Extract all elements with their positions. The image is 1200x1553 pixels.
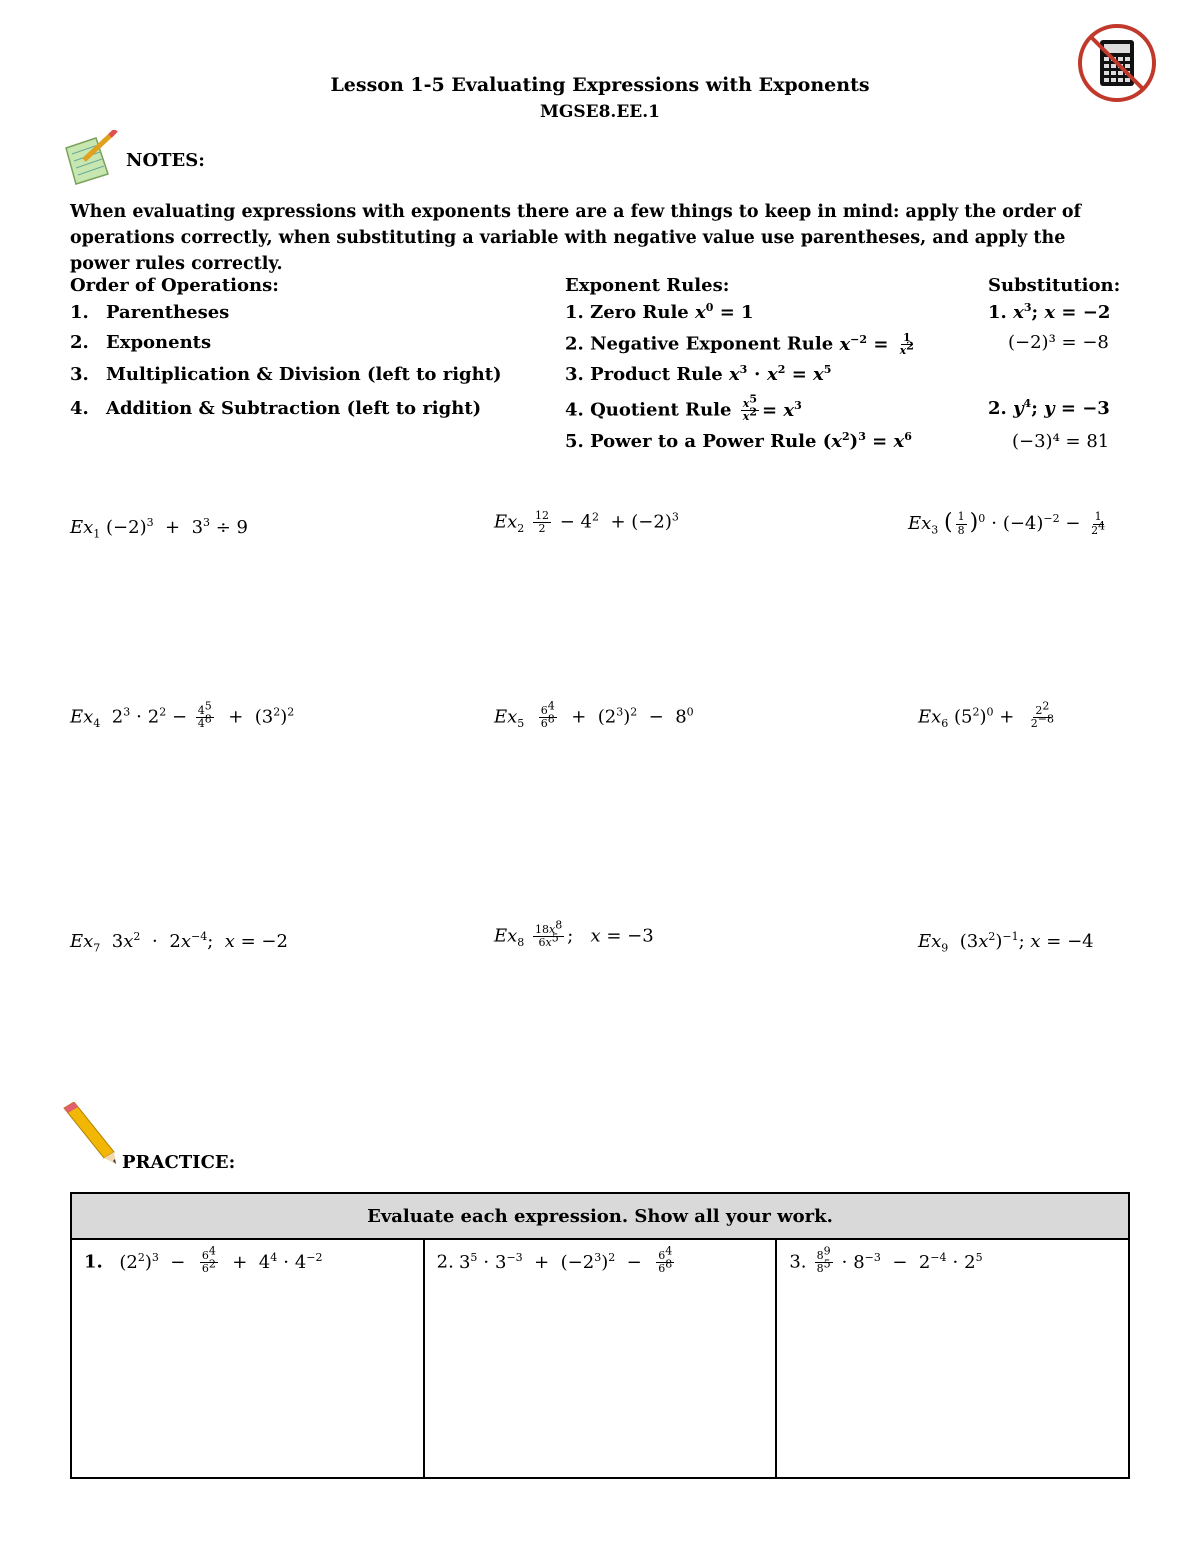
standard-code: MGSE8.EE.1 bbox=[540, 102, 660, 122]
practice-table bbox=[70, 1192, 1130, 1479]
list-item: 4. Addition & Subtraction (left to right) bbox=[70, 398, 482, 419]
example-7: $Ex_7$ $3x^2 \cdot 2x^{-4}$; x = −2 bbox=[70, 930, 288, 955]
practice-label: PRACTICE: bbox=[122, 1152, 236, 1173]
order-of-operations-heading: Order of Operations: bbox=[70, 275, 279, 296]
practice-problem-1[interactable]: 1. $(2^2)^3$ − $\frac{6^4}{6^2}$ + $4^4 \cdot 4^{-2}$ bbox=[71, 1239, 424, 1478]
pencil-icon bbox=[56, 1102, 120, 1166]
practice-instruction: Evaluate each expression. Show all your work. bbox=[71, 1193, 1129, 1239]
list-item: 2. Exponents bbox=[70, 332, 212, 353]
substitution-result-2: (−3)⁴ = 81 bbox=[1012, 431, 1110, 452]
example-5: $Ex_5$ $\frac{6^4}{6^8}$ + $(2^3)^2 - 8^0$ bbox=[494, 699, 694, 731]
example-2: $Ex_2$ $\frac{12}{2}$ − $4^2 + (-2)^3$ bbox=[494, 509, 679, 536]
substitution-heading: Substitution: bbox=[988, 275, 1121, 296]
example-3: $Ex_3$ ( $\frac{1}{8}$ )$^0 \cdot (-4)^{-2}$ − $\frac{1}{2^4}$ bbox=[908, 510, 1106, 537]
example-1: $Ex_1$ $(-2)^3 + 3^3 \div 9$ bbox=[70, 516, 249, 541]
exponent-rule-power: 5. Power to a Power Rule $(x^2)^3 = x^6$ bbox=[565, 430, 912, 452]
notepad-pencil-icon bbox=[62, 130, 120, 186]
list-item: 1. Parentheses bbox=[70, 302, 230, 323]
exponent-rule-zero: 1. Zero Rule $x^0 = 1$ bbox=[565, 301, 754, 323]
practice-problem-2[interactable]: 2. $3^5 \cdot 3^{-3} + (-2^3)^2$ − $\frac{6^4}{6^8}$ bbox=[424, 1239, 777, 1478]
substitution-result-1: (−2)³ = −8 bbox=[1008, 332, 1109, 353]
page-title: Lesson 1-5 Evaluating Expressions with Exponents bbox=[330, 74, 870, 96]
notes-label: NOTES: bbox=[126, 150, 205, 171]
exponent-rule-quotient: 4. Quotient Rule $\frac{x^5}{x^2}$ = $x^3$ bbox=[565, 392, 802, 424]
example-8: $Ex_8$ $\frac{18x^8}{6x^5}$ ; x = −3 bbox=[494, 918, 654, 950]
example-9: $Ex_9$ $(3x^2)^{-1}$; x = −4 bbox=[918, 930, 1094, 955]
notes-paragraph: When evaluating expressions with exponents there are a few things to keep in mind: apply the order of operations correctly, when substituting a variable with negative value use parentheses, and apply the power rules correctly. bbox=[70, 202, 1082, 274]
example-4: $Ex_4$ $2^3 \cdot 2^2$ − $\frac{4^5}{4^8}$ + $(3^2)^2$ bbox=[70, 699, 295, 731]
list-item: 3. Multiplication & Division (left to right) bbox=[70, 364, 502, 385]
exponent-rule-negative: 2. Negative Exponent Rule $x^{-2}$ = $\frac{1}{x^2}$ bbox=[565, 331, 914, 358]
substitution-item-1: 1. $x^3$; x = −2 bbox=[988, 301, 1111, 323]
substitution-item-2: 2. $y^4$; y = −3 bbox=[988, 397, 1110, 419]
example-6: $Ex_6$ $(5^2)^0$ + $\frac{2^2}{2^{-8}}$ bbox=[918, 699, 1054, 731]
practice-problem-3[interactable]: 3. $\frac{8^9}{8^5}$ ⋅ $8^{-3} - 2^{-4} \cdot 2^5$ bbox=[776, 1239, 1129, 1478]
exponent-rule-product: 3. Product Rule $x^3 \cdot x^2 = x^5$ bbox=[565, 363, 832, 385]
exponent-rules-heading: Exponent Rules: bbox=[565, 275, 730, 296]
